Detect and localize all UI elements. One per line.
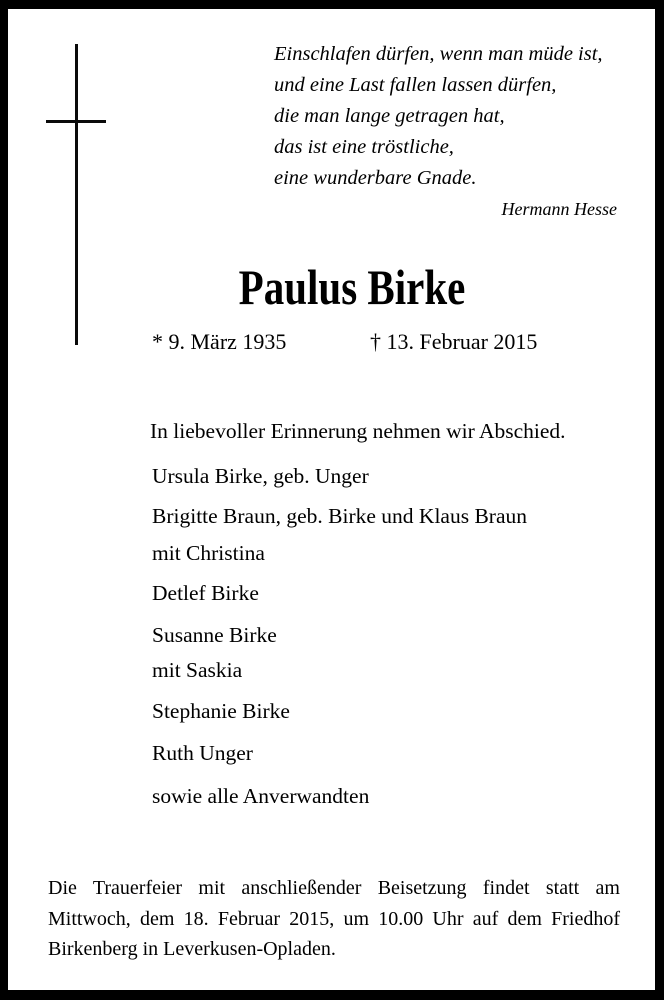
mourner-line-continuation: mit Christina [152, 541, 265, 565]
mourner-line-continuation: mit Saskia [152, 658, 243, 682]
funeral-details-line: Birkenberg in Leverkusen-Opladen. [48, 938, 336, 960]
funeral-details-line: Die Trauerfeier mit anschließender Beisetzung findet statt am [48, 877, 620, 899]
cross-icon-horizontal-bar [46, 120, 106, 123]
quote-attribution: Hermann Hesse [501, 199, 617, 219]
mourner-line: sowie alle Anverwandten [152, 784, 370, 808]
cross-icon-vertical-bar [75, 44, 78, 345]
quote-line: eine wunderbare Gnade. [274, 167, 477, 189]
birth-date: * 9. März 1935 [152, 329, 287, 354]
funeral-details [48, 873, 620, 965]
mourner-line: Brigitte Braun, geb. Birke und Klaus Braun [152, 504, 527, 528]
quote-line: die man lange getragen hat, [274, 105, 505, 127]
mourner-line: Stephanie Birke [152, 699, 290, 723]
death-date: † 13. Februar 2015 [370, 329, 538, 354]
deceased-name: Paulus Birke [238, 259, 466, 315]
mourner-line: Ursula Birke, geb. Unger [152, 464, 369, 488]
quote-line: und eine Last fallen lassen dürfen, [274, 74, 557, 96]
mourner-line: Detlef Birke [152, 581, 259, 605]
quote-line: das ist eine tröstliche, [274, 136, 454, 158]
funeral-details-line: Mittwoch, dem 18. Februar 2015, um 10.00 Uhr auf dem Friedhof [48, 907, 620, 930]
memorial-quote [274, 39, 603, 194]
mourner-line: Ruth Unger [152, 741, 253, 765]
mourner-line: Susanne Birke [152, 623, 277, 647]
farewell-intro: In liebevoller Erinnerung nehmen wir Abschied. [150, 419, 566, 443]
quote-line: Einschlafen dürfen, wenn man müde ist, [274, 43, 603, 65]
